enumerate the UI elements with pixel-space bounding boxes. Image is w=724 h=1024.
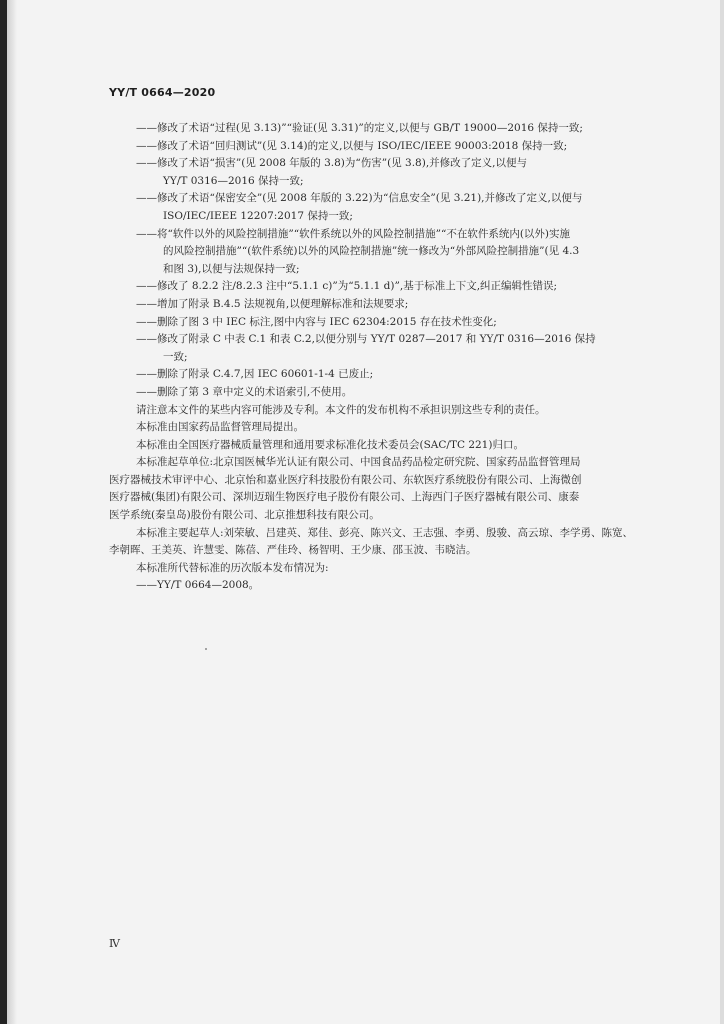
- list-item-line: ——修改了术语“保密安全”(见 2008 年版的 3.22)为“信息安全”(见 3.21),并修改了定义,以便与: [136, 192, 583, 205]
- list-item-line: ——删除了第 3 章中定义的术语索引,不使用。: [136, 385, 353, 398]
- list-item-line: ——将“软件以外的风险控制措施”“软件系统以外的风险控制措施”“不在软件系统内(以外)实施: [136, 227, 571, 240]
- list-item-line: ——修改了术语“损害”(见 2008 年版的 3.8)为“伤害”(见 3.8),并修改了定义,以便与: [136, 157, 528, 170]
- scan-speck: [205, 648, 207, 650]
- list-item-line: ——修改了术语“过程(见 3.13)”“验证(见 3.31)”的定义,以便与 GB/T 19000—2016 保持一致;: [136, 122, 583, 134]
- list-item-continuation: 和图 3),以便与法规保持一致;: [163, 262, 300, 275]
- paragraph-line: 医学系统(秦皇岛)股份有限公司、北京推想科技有限公司。: [109, 509, 380, 522]
- foreword-body: [109, 120, 675, 595]
- paragraph-line: 本标准由国家药品监督管理局提出。: [136, 421, 304, 434]
- paragraph-line: 李朝晖、王美英、许慧雯、陈蓓、严佳玲、杨智明、王少康、邵玉波、韦晓洁。: [109, 544, 477, 557]
- list-item-line: ——修改了附录 C 中表 C.1 和表 C.2,以便分别与 YY/T 0287—2017 和 YY/T 0316—2016 保持: [136, 333, 596, 346]
- list-item-line: ——修改了术语“回归测试”(见 3.14)的定义,以便与 ISO/IEC/IEEE 90003:2018 保持一致;: [136, 139, 568, 152]
- list-item-continuation: 一致;: [163, 350, 188, 363]
- paragraph-line: 医疗器械(集团)有限公司、深圳迈瑞生物医疗电子股份有限公司、上海西门子医疗器械有限公司、康泰: [109, 491, 580, 504]
- list-item-line: ——删除了图 3 中 IEC 标注,图中内容与 IEC 62304:2015 存在技术性变化;: [136, 315, 497, 328]
- list-item-line: ——YY/T 0664—2008。: [136, 579, 260, 592]
- list-item-line: ——增加了附录 B.4.5 法规视角,以便理解标准和法规要求;: [136, 297, 409, 310]
- document-code-header: YY/T 0664—2020: [109, 86, 216, 99]
- page-number: Ⅳ: [109, 937, 120, 950]
- list-item-line: ——删除了附录 C.4.7,因 IEC 60601-1-4 已废止;: [136, 368, 374, 381]
- scan-binding-shadow: [7, 0, 17, 1024]
- paragraph-line: 本标准由全国医疗器械质量管理和通用要求标准化技术委员会(SAC/TC 221)归口。: [136, 438, 524, 451]
- list-item-continuation: 的风险控制措施”“(软件系统)以外的风险控制措施”统一修改为“外部风险控制措施”(见 4.3: [163, 245, 580, 258]
- paragraph-line: 医疗器械技术审评中心、北京怡和嘉业医疗科技股份有限公司、东软医疗系统股份有限公司、上海微创: [109, 473, 582, 486]
- list-item-continuation: YY/T 0316—2016 保持一致;: [163, 174, 304, 187]
- paragraph-line: 本标准主要起草人:刘荣敏、吕建英、郑佳、彭亮、陈兴文、王志强、李勇、殷骏、高云琼、李学勇、陈宽、: [136, 526, 634, 539]
- paragraph-line: 本标准所代替标准的历次版本发布情况为:: [136, 561, 329, 574]
- list-item-line: ——修改了 8.2.2 注/8.2.3 注中“5.1.1 c)”为“5.1.1 d)”,基于标准上下文,纠正编辑性错误;: [136, 280, 558, 293]
- scan-binding-edge: [0, 0, 7, 1024]
- list-item-continuation: ISO/IEC/IEEE 12207:2017 保持一致;: [163, 209, 353, 222]
- paragraph-line: 请注意本文件的某些内容可能涉及专利。本文件的发布机构不承担识别这些专利的责任。: [136, 403, 546, 416]
- paragraph-line: 本标准起草单位:北京国医械华光认证有限公司、中国食品药品检定研究院、国家药品监督管理局: [136, 456, 581, 469]
- scan-right-edge: [720, 0, 724, 1024]
